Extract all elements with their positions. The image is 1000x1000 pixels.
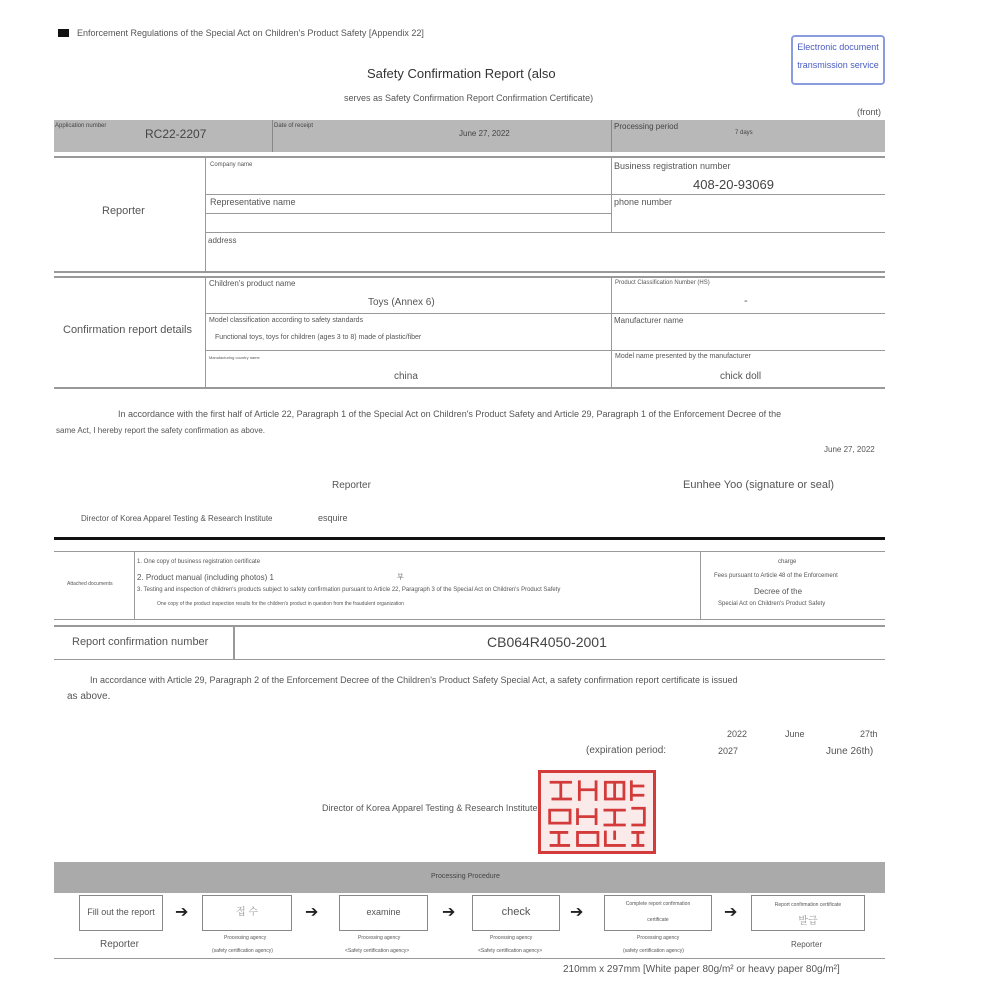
official-seal-stamp xyxy=(538,770,656,854)
attachment-item-1: 1. One copy of business registration certificate xyxy=(137,559,261,565)
application-number: RC22-2207 xyxy=(145,127,207,141)
arrow-right-icon: ➔ xyxy=(305,904,319,921)
hs-number: - xyxy=(744,295,748,307)
procedure-title: Processing Procedure xyxy=(431,873,500,880)
step-3-actor: Processing agency xyxy=(358,935,401,941)
step-6-label-line-1: Report confirmation certificate xyxy=(774,902,842,908)
processing-period-label: Processing period xyxy=(614,122,679,131)
manufacturing-country: china xyxy=(394,371,418,382)
processing-period: 7 days xyxy=(735,130,753,136)
step-2-actor: Processing agency xyxy=(224,935,267,941)
attachment-item-2-mark: 부 xyxy=(397,574,404,581)
receipt-date: June 27, 2022 xyxy=(459,129,510,138)
representative-name-label: Representative name xyxy=(210,197,296,207)
declaration-reporter-label: Reporter xyxy=(332,480,371,491)
expiry-label: (expiration period: xyxy=(586,745,667,756)
step-3-label: examine xyxy=(366,907,401,917)
arrow-right-icon: ➔ xyxy=(570,904,584,921)
step-receipt xyxy=(202,895,292,931)
step-5-label-line-2: certificate xyxy=(647,917,669,923)
arrow-right-icon: ➔ xyxy=(724,904,738,921)
step-4-actor: Processing agency xyxy=(490,935,533,941)
charge-line-3: Special Act on Children's Product Safety xyxy=(718,601,826,607)
page-title: Safety Confirmation Report (also xyxy=(367,66,556,81)
charge-line-2: Decree of the xyxy=(754,587,803,596)
step-5-label-line-1: Complete report confirmation xyxy=(625,901,691,907)
attachment-item-3-sub: One copy of the product inspection results for the children's product in question from the fraudulent organization xyxy=(157,601,404,607)
regulation-reference: Enforcement Regulations of the Special Act on Children's Product Safety [Appendix 22] xyxy=(77,28,424,38)
reporter-section-label: Reporter xyxy=(102,205,145,217)
step-1-label: Fill out the report xyxy=(87,907,155,917)
addressee-honorific: esquire xyxy=(318,513,348,523)
model-classification: Functional toys, toys for children (ages 3 to 8) made of plastic/fiber xyxy=(215,334,422,341)
product-name: Toys (Annex 6) xyxy=(368,297,435,308)
confirmation-statement-line-2: as above. xyxy=(67,691,111,702)
receipt-date-label: Date of receipt xyxy=(274,123,314,129)
electronic-transmission-badge xyxy=(791,35,885,85)
step-issue-certificate xyxy=(751,895,865,931)
step-check xyxy=(472,895,560,931)
product-name-label: Children's product name xyxy=(209,279,296,288)
charge-label: charge xyxy=(778,559,797,565)
arrow-right-icon: ➔ xyxy=(175,904,189,921)
hs-number-label: Product Classification Number (HS) xyxy=(615,280,710,286)
step-fill-out-report xyxy=(79,895,163,931)
expiry-date: June 26th) xyxy=(826,746,874,757)
manufacturer-name-label: Manufacturer name xyxy=(614,316,684,325)
business-reg-label: Business registration number xyxy=(614,161,731,171)
issuer-name: Director of Korea Apparel Testing & Research Institute xyxy=(322,803,538,813)
issue-day: 27th xyxy=(860,729,878,739)
step-1-actor: Reporter xyxy=(100,939,139,950)
attachment-item-2: 2. Product manual (including photos) 1 xyxy=(137,573,274,582)
reporter-signature: Eunhee Yoo (signature or seal) xyxy=(683,479,835,491)
step-complete-certificate xyxy=(604,895,712,931)
step-examine xyxy=(339,895,428,931)
attachment-item-3: 3. Testing and inspection of children's products subject to safety confirmation pursuant to Article 22, Paragraph 3 of the Special Act on Children's Product Safety xyxy=(137,587,561,593)
declaration-date: June 27, 2022 xyxy=(824,445,875,454)
address-label: address xyxy=(208,236,237,245)
step-5-sub: (safety certification agency) xyxy=(623,948,684,954)
paper-specification: 210mm x 297mm [White paper 80g/m² or heavy paper 80g/m²] xyxy=(563,964,840,975)
addressee: Director of Korea Apparel Testing & Research Institute xyxy=(81,514,273,523)
model-classification-label: Model classification according to safety standards xyxy=(209,317,364,324)
charge-line-1: Fees pursuant to Article 48 of the Enforcement xyxy=(714,573,838,579)
attached-documents-label: Attached documents xyxy=(67,581,113,587)
page-subtitle: serves as Safety Confirmation Report Confirmation Certificate) xyxy=(344,93,594,103)
step-4-sub: <Safety certification agency> xyxy=(478,948,543,954)
model-name: chick doll xyxy=(720,371,762,382)
badge-line-1: Electronic document xyxy=(797,42,879,52)
step-2-label: 접 수 xyxy=(235,907,259,918)
step-6-label-line-2: 발급 xyxy=(798,916,818,927)
doc-marker-icon xyxy=(58,29,69,37)
declaration-line-1: In accordance with the first half of Article 22, Paragraph 1 of the Special Act on Children's Product Safety and Article 29, Paragraph 1 of the Enforcement Decree of the xyxy=(118,409,782,419)
arrow-right-icon: ➔ xyxy=(442,904,456,921)
details-section-label: Confirmation report details xyxy=(63,324,193,336)
phone-number-label: phone number xyxy=(614,197,673,207)
expiry-year: 2027 xyxy=(718,746,739,756)
step-2-sub: (safety certification agency) xyxy=(212,948,273,954)
step-5-actor: Processing agency xyxy=(637,935,680,941)
issue-year: 2022 xyxy=(727,729,748,739)
confirmation-number: CB064R4050-2001 xyxy=(487,634,607,650)
step-4-label: check xyxy=(501,906,531,918)
confirmation-statement-line-1: In accordance with Article 29, Paragraph 2 of the Enforcement Decree of the Children's Product Safety Special Act, a safety confirmation report certificate is issued xyxy=(90,675,738,685)
company-name-label: Company name xyxy=(210,162,253,168)
business-reg-number: 408-20-93069 xyxy=(693,177,774,192)
issue-month: June xyxy=(785,729,805,739)
step-6-actor: Reporter xyxy=(791,940,823,949)
badge-line-2: transmission service xyxy=(797,60,879,70)
page-side-label: (front) xyxy=(857,107,882,117)
declaration-line-2: same Act, I hereby report the safety confirmation as above. xyxy=(56,426,265,435)
manufacturing-country-label: Manufacturing country name xyxy=(209,355,260,360)
confirmation-number-label: Report confirmation number xyxy=(72,636,209,648)
application-number-label: Application number xyxy=(55,123,107,129)
step-3-sub: <Safety certification agency> xyxy=(345,948,410,954)
model-name-label: Model name presented by the manufacturer xyxy=(615,353,751,360)
